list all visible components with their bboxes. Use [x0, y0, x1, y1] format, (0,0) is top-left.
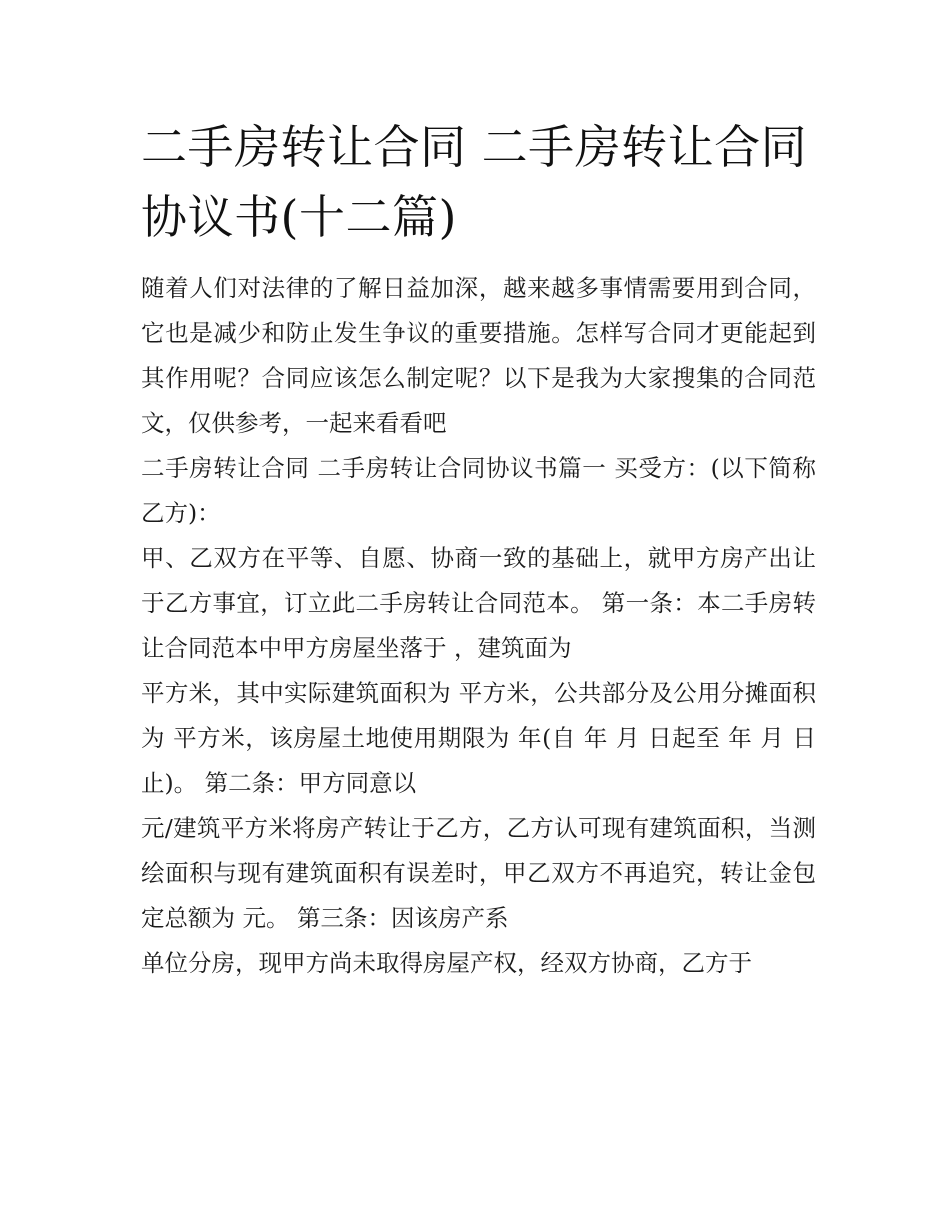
document-body	[141, 266, 816, 986]
document-content	[141, 112, 816, 986]
paragraph-property-rights: 单位分房，现甲方尚未取得房屋产权，经双方协商，乙方于	[141, 949, 752, 977]
paragraph-area-terms: 平方米，其中实际建筑面积为 平方米，公共部分及公用分摊面积为 平方米，该房屋土地使用期限为 年(自 年 月 日起至 年 月 日止)。 第二条：甲方同意以	[141, 679, 816, 797]
paragraph-contract-heading: 二手房转让合同 二手房转让合同协议书篇一 买受方：(以下简称乙方)：	[141, 454, 816, 527]
paragraph-price-terms: 元/建筑平方米将房产转让于乙方，乙方认可现有建筑面积，当测绘面积与现有建筑面积有误差时，甲乙双方不再追究，转让金包定总额为 元。 第三条：因该房产系	[141, 814, 816, 932]
paragraph-article-one: 甲、乙双方在平等、自愿、协商一致的基础上，就甲方房产出让于乙方事宜，订立此二手房转让合同范本。 第一条：本二手房转让合同范本中甲方房屋坐落于 ，建筑面为	[141, 544, 816, 662]
paragraph-intro: 随着人们对法律的了解日益加深，越来越多事情需要用到合同，它也是减少和防止发生争议的重要措施。怎样写合同才更能起到其作用呢？合同应该怎么制定呢？以下是我为大家搜集的合同范文，仅供参考，一起来看看吧	[141, 274, 816, 437]
document-title: 二手房转让合同 二手房转让合同协议书(十二篇)	[141, 120, 808, 244]
